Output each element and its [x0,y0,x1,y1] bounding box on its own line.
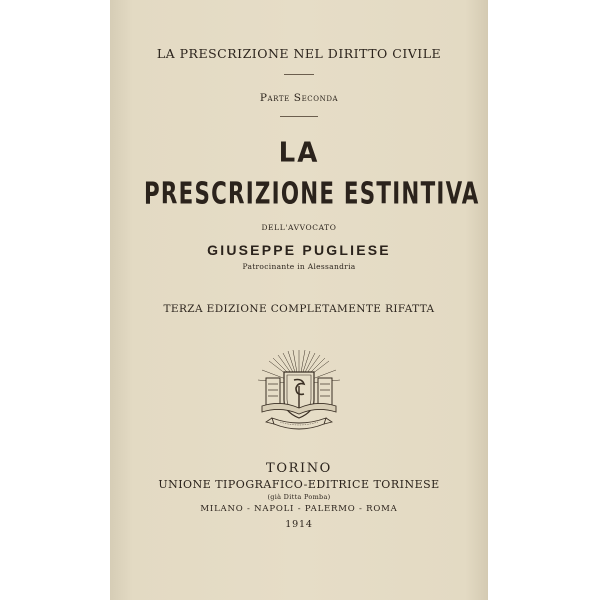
publisher-former-name: (già Ditta Pomba) [267,493,331,501]
author-name: GIUSEPPE PUGLIESE [207,242,391,258]
byline: DELL'AVVOCATO [261,223,337,232]
divider-rule [280,116,318,117]
publication-city: TORINO [266,461,332,476]
edition-note: TERZA EDIZIONE COMPLETAMENTE RIFATTA [163,303,435,315]
part-label: Parte Seconda [259,92,339,104]
divider-rule [284,74,314,75]
series-title: LA PRESCRIZIONE NEL DIRITTO CIVILE [156,46,442,61]
author-role: Patrocinante in Alessandria [242,262,356,271]
publication-year: 1914 [285,519,313,530]
publisher-name: UNIONE TIPOGRAFICO-EDITRICE TORINESE [158,478,440,491]
printer-emblem-icon [254,348,344,434]
title-page [110,0,488,600]
publisher-branches: MILANO - NAPOLI - PALERMO - ROMA [200,504,398,514]
title-article: LA [278,137,320,169]
main-title: PRESCRIZIONE ESTINTIVA [144,175,480,211]
